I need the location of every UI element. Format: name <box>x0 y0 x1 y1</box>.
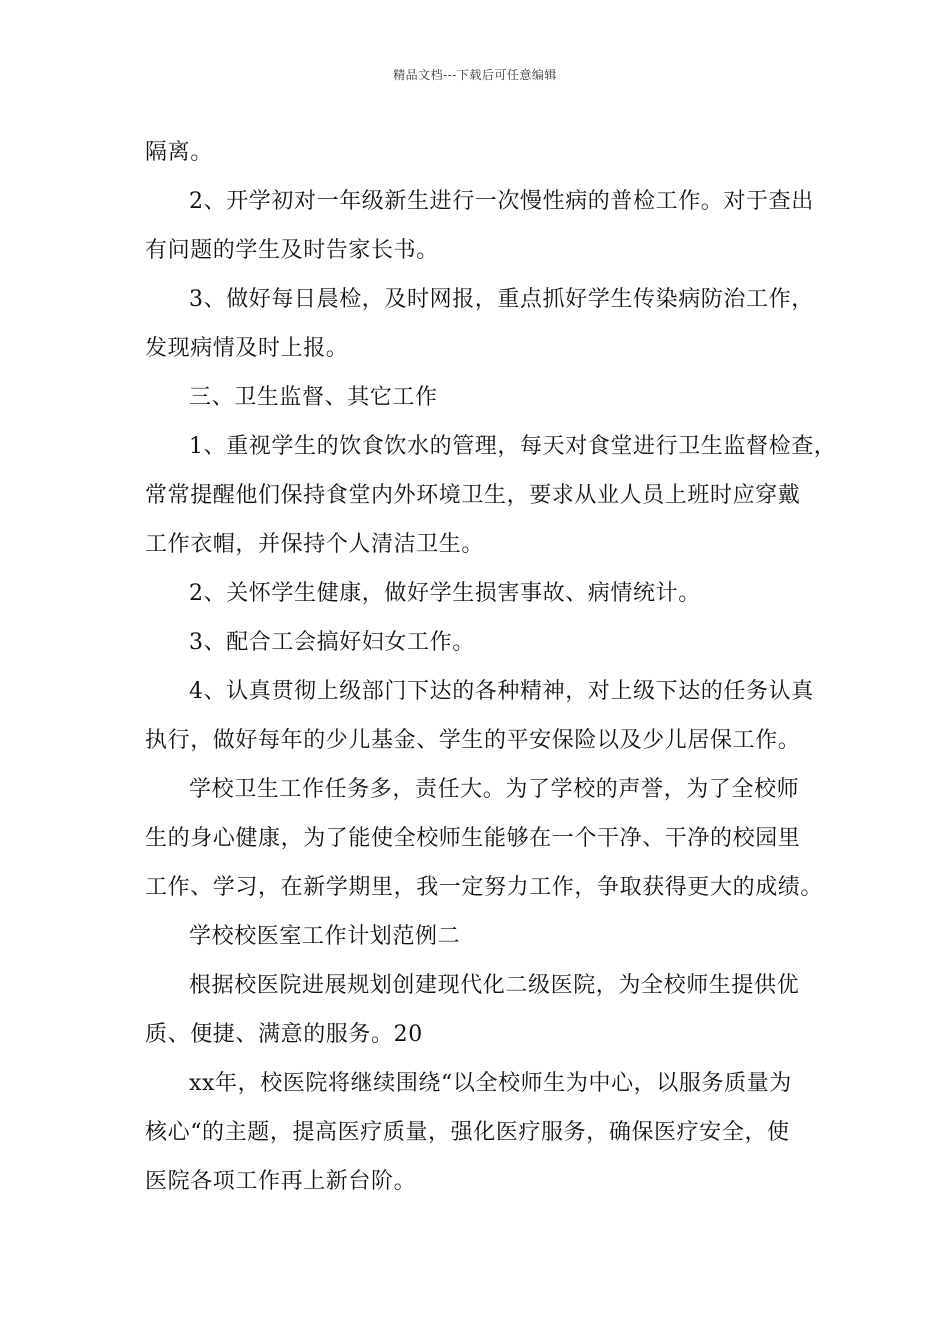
text-line: 执行，做好每年的少儿基金、学生的平安保险以及少儿居保工作。 <box>145 728 801 753</box>
text-line: 常常提醒他们保持食堂内外环境卫生，要求从业人员上班时应穿戴 <box>145 483 801 508</box>
text-line: 3、做好每日晨检，及时网报，重点抓好学生传染病防治工作， <box>189 287 814 312</box>
text-line: 3、配合工会搞好妇女工作。 <box>189 630 475 655</box>
text-line: 质、便捷、满意的服务。20 <box>145 1022 423 1047</box>
text-line: xx年，校医院将继续围绕“以全校师生为中心，以服务质量为 <box>189 1071 792 1096</box>
text-line: 根据校医院进展规划创建现代化二级医院，为全校师生提供优 <box>189 973 800 998</box>
page-header: 精品文档---下载后可任意编辑 <box>393 68 557 82</box>
text-line: 医院各项工作再上新台阶。 <box>145 1169 417 1194</box>
text-line: 学校卫生工作任务多，责任大。为了学校的声誉，为了全校师 <box>189 777 800 802</box>
text-line: 4、认真贯彻上级部门下达的各种精神，对上级下达的任务认真 <box>189 679 814 704</box>
text-line: 2、关怀学生健康，做好学生损害事故、病情统计。 <box>189 581 701 606</box>
text-line: 工作、学习，在新学期里，我一定努力工作，争取获得更大的成绩。 <box>145 875 824 900</box>
text-line: 隔离。 <box>145 140 213 165</box>
text-line: 1、重视学生的饮食饮水的管理，每天对食堂进行卫生监督检查， <box>189 434 837 459</box>
text-line: 核心“的主题，提高医疗质量，强化医疗服务，确保医疗安全，使 <box>145 1120 790 1145</box>
text-line: 2、开学初对一年级新生进行一次慢性病的普检工作。对于查出 <box>189 189 814 214</box>
section-heading: 学校校医室工作计划范例二 <box>189 924 461 949</box>
text-line: 工作衣帽，并保持个人清洁卫生。 <box>145 532 485 557</box>
text-line: 生的身心健康，为了能使全校师生能够在一个干净、干净的校园里 <box>145 826 801 851</box>
text-line: 有问题的学生及时告家长书。 <box>145 238 439 263</box>
document-body <box>145 128 837 1206</box>
section-heading: 三、卫生监督、其它工作 <box>189 385 438 410</box>
text-line: 发现病情及时上报。 <box>145 336 349 361</box>
